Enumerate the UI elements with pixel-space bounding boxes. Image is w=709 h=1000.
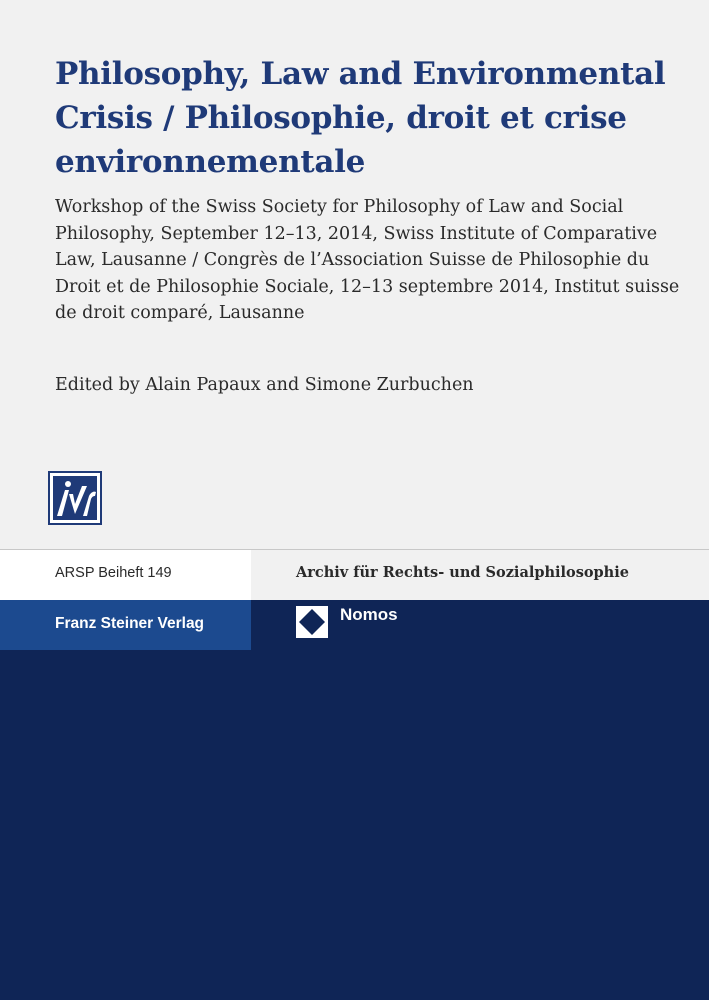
- publisher-name-primary: Franz Steiner Verlag: [55, 615, 205, 632]
- book-editors: Edited by Alain Papaux and Simone Zurbuchen: [55, 375, 474, 395]
- series-label: ARSP Beiheft 149: [55, 565, 172, 581]
- book-title: Philosophy, Law and Environmental Crisis / Philosophie, droit et crise environnementale: [55, 56, 666, 180]
- nomos-diamond-icon: [296, 606, 328, 638]
- cover-bottom-field: [251, 600, 709, 1000]
- cover-bottom-field-left: [0, 650, 251, 1000]
- publisher-name-secondary: Nomos: [340, 605, 398, 624]
- ivr-logo-icon: [48, 471, 102, 525]
- book-subtitle: Workshop of the Swiss Society for Philosophy of Law and Social Philosophy, September 12–13, 2014, Swiss Institute of Comparative Law, Lausanne / Congrès de l’Association Suisse de Philosophie du Droit et de Philosophie Sociale, 12–13 septembre 2014, Institut suisse de droit comparé, Lausanne: [55, 197, 680, 323]
- series-name: Archiv für Rechts- und Sozialphilosophie: [296, 564, 629, 581]
